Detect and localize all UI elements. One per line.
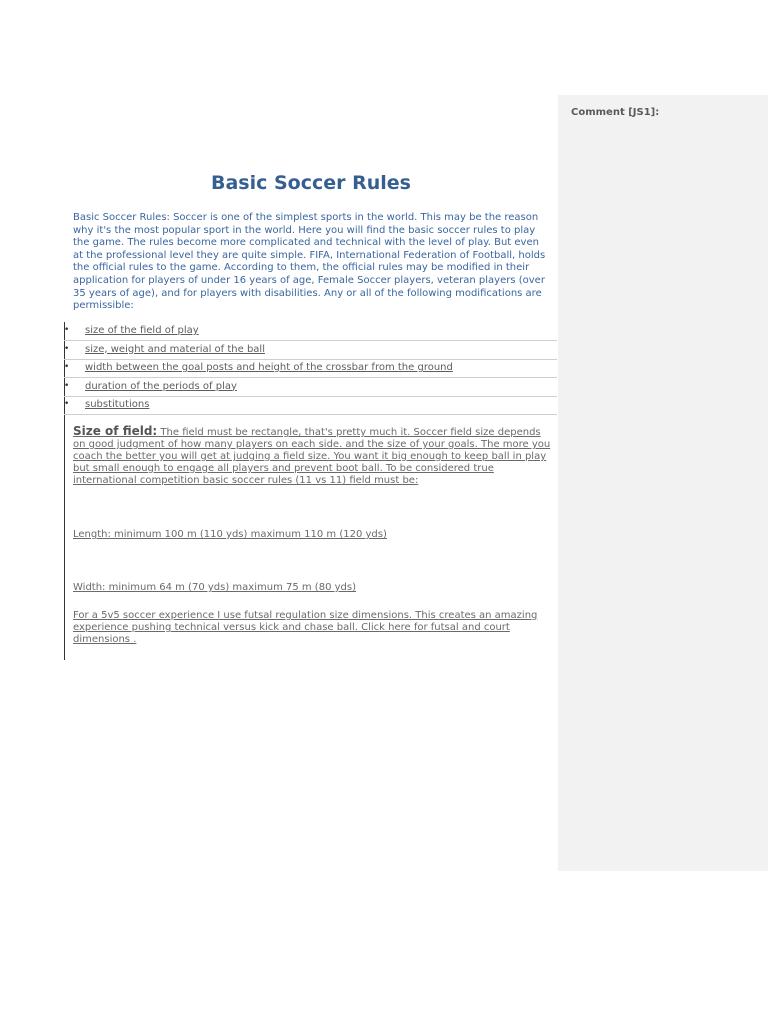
comment-title: Comment [JS1]:	[571, 107, 660, 118]
list-item-link[interactable]: duration of the periods of play	[85, 380, 237, 392]
row-divider	[64, 396, 557, 397]
list-item-link[interactable]: substitutions	[85, 399, 150, 410]
intro-paragraph: Basic Soccer Rules: Soccer is one of the simplest sports in the world. This may be the reason why it's the most popular sport in the world. Here you will find the basic soccer rules to play the game. The rules become more complicated and technical with the level of play. But even at the professional level they are quite simple. FIFA, International Federation of Football, holds the official rules to the game. According to them, the official rules may be modified in their application for players of under 16 years of age, Female Soccer players, veteran players (over 35 years of age), and for players with disabilities. Any or all of the following modifications are permissible:	[73, 212, 546, 312]
list-item[interactable]	[0, 399, 560, 418]
bullet-icon: •	[64, 362, 70, 372]
bullet-icon: •	[64, 399, 70, 409]
comment-pane	[558, 95, 768, 871]
bullet-icon: •	[64, 325, 70, 335]
list-item[interactable]	[0, 325, 560, 344]
row-divider	[64, 377, 557, 378]
bullet-icon: •	[64, 343, 70, 354]
row-divider	[64, 340, 557, 341]
size-of-field-heading: Size of field:	[73, 424, 158, 438]
size-of-field-paragraph[interactable]	[73, 425, 553, 487]
list-item[interactable]	[0, 344, 560, 363]
list-item-link[interactable]: width between the goal posts and height of the crossbar from the ground	[85, 362, 453, 373]
field-width[interactable]: Width: minimum 64 m (70 yds) maximum 75 m (80 yds)	[73, 582, 356, 593]
field-length[interactable]: Length: minimum 100 m (110 yds) maximum 110 m (120 yds)	[73, 529, 387, 540]
row-divider	[64, 359, 557, 360]
modifications-list	[0, 325, 560, 418]
row-divider	[64, 414, 557, 415]
page-title: Basic Soccer Rules	[210, 172, 411, 194]
bullet-icon: •	[64, 380, 70, 391]
list-item-link[interactable]: size, weight and material of the ball	[85, 343, 265, 355]
list-item-link[interactable]: size of the field of play	[85, 325, 199, 336]
list-item[interactable]	[0, 362, 560, 381]
futsal-paragraph[interactable]: For a 5v5 soccer experience I use futsal regulation size dimensions. This creates an amazing experience pushing technical versus kick and chase ball. Click here for futsal and court dimensions .	[73, 610, 538, 645]
list-item[interactable]	[0, 381, 560, 400]
size-of-field-text: The field must be rectangle, that's pretty much it. Soccer field size depends on good judgment of how many players on each side. and the size of your goals. The more you coach the better you will get at judging a field size. You want it big enough to keep ball in play but small enough to engage all players and prevent boot ball. To be considered true international competition basic soccer rules (11 vs 11) field must be:	[73, 427, 551, 486]
